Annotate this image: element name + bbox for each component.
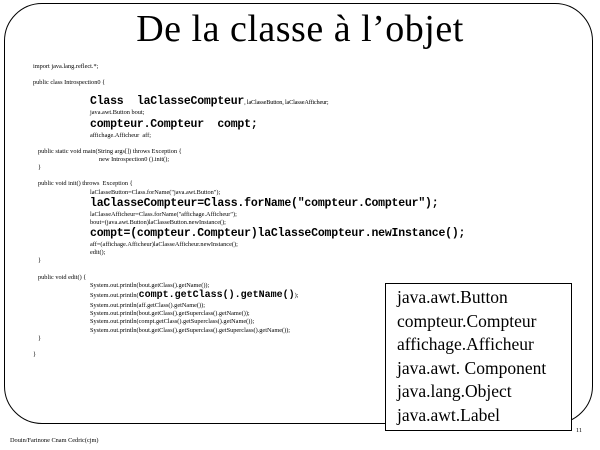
- code-line: System.out.println(bout.getClass().getName());: [90, 281, 210, 289]
- code-line: laClasseButton=Class.forName("java.awt.Button");: [90, 188, 221, 196]
- code-line-highlight: [33, 95, 593, 109]
- slide-title: De la classe à l’objet: [136, 8, 464, 50]
- code-line: import java.lang.reflect.*;: [33, 63, 99, 70]
- code-line: public void edit() {: [38, 273, 87, 281]
- output-line: java.awt. Component: [397, 357, 547, 378]
- footer-credit: Douin/Farinone Cnam Cedric(cjm): [10, 437, 99, 444]
- code-line: System.out.println(compt.getClass().getSuperclass().getName());: [90, 318, 255, 326]
- code-line: affichage.Afficheur aff;: [90, 131, 152, 139]
- code-fragment: System.out.println(: [90, 292, 139, 299]
- output-line: java.lang.Object: [397, 381, 512, 402]
- code-line: public class Introspection0 {: [33, 79, 106, 87]
- code-line: }: [38, 334, 42, 342]
- code-line: new Introspection0 ().init();: [99, 155, 170, 163]
- code-line: edit();: [90, 249, 106, 257]
- code-line: }: [38, 164, 42, 172]
- code-line: }: [38, 257, 42, 265]
- code-line: bout=(java.awt.Button)laClasseButton.newInstance();: [90, 218, 226, 226]
- code-line-highlight: compteur.Compteur compt;: [90, 117, 258, 131]
- code-line-highlight: laClasseCompteur=Class.forName("compteur.Compteur");: [90, 196, 439, 210]
- code-line: }: [33, 350, 37, 358]
- output-line: compteur.Compteur: [397, 310, 537, 331]
- code-fragment: );: [294, 292, 299, 299]
- output-box: [385, 283, 572, 431]
- code-line: laClasseAfficheur=Class.forName("affichage.Afficheur");: [90, 210, 237, 218]
- output-line: affichage.Afficheur: [397, 334, 534, 355]
- page-number: 11: [576, 427, 583, 434]
- code-line: java.awt.Button bout;: [90, 109, 145, 117]
- code-line: System.out.println(aff.getClass().getName());: [90, 302, 205, 309]
- code-line: System.out.println(bout.getClass().getSuperclass().getName());: [90, 310, 250, 318]
- code-line: System.out.println(bout.getClass().getSuperclass().getSuperclass().getName());: [90, 326, 291, 334]
- output-line: java.awt.Button: [397, 287, 508, 307]
- code-line: public static void main(String args[]) throws Exception {: [38, 147, 182, 155]
- code-line: aff=(affichage.Afficheur)laClasseAfficheur.newInstance();: [90, 241, 238, 249]
- code-fragment: , laClasseButton, laClasseAfficheur;: [244, 99, 329, 107]
- code-line-highlight: compt=(compteur.Compteur)laClasseCompteur.newInstance();: [90, 227, 466, 241]
- code-highlight: compt.getClass().getName(): [138, 290, 295, 301]
- output-line: java.awt.Label: [397, 404, 501, 425]
- code-line: public void init() throws Exception {: [38, 180, 133, 188]
- code-highlight: Class laClasseCompteur: [90, 95, 245, 109]
